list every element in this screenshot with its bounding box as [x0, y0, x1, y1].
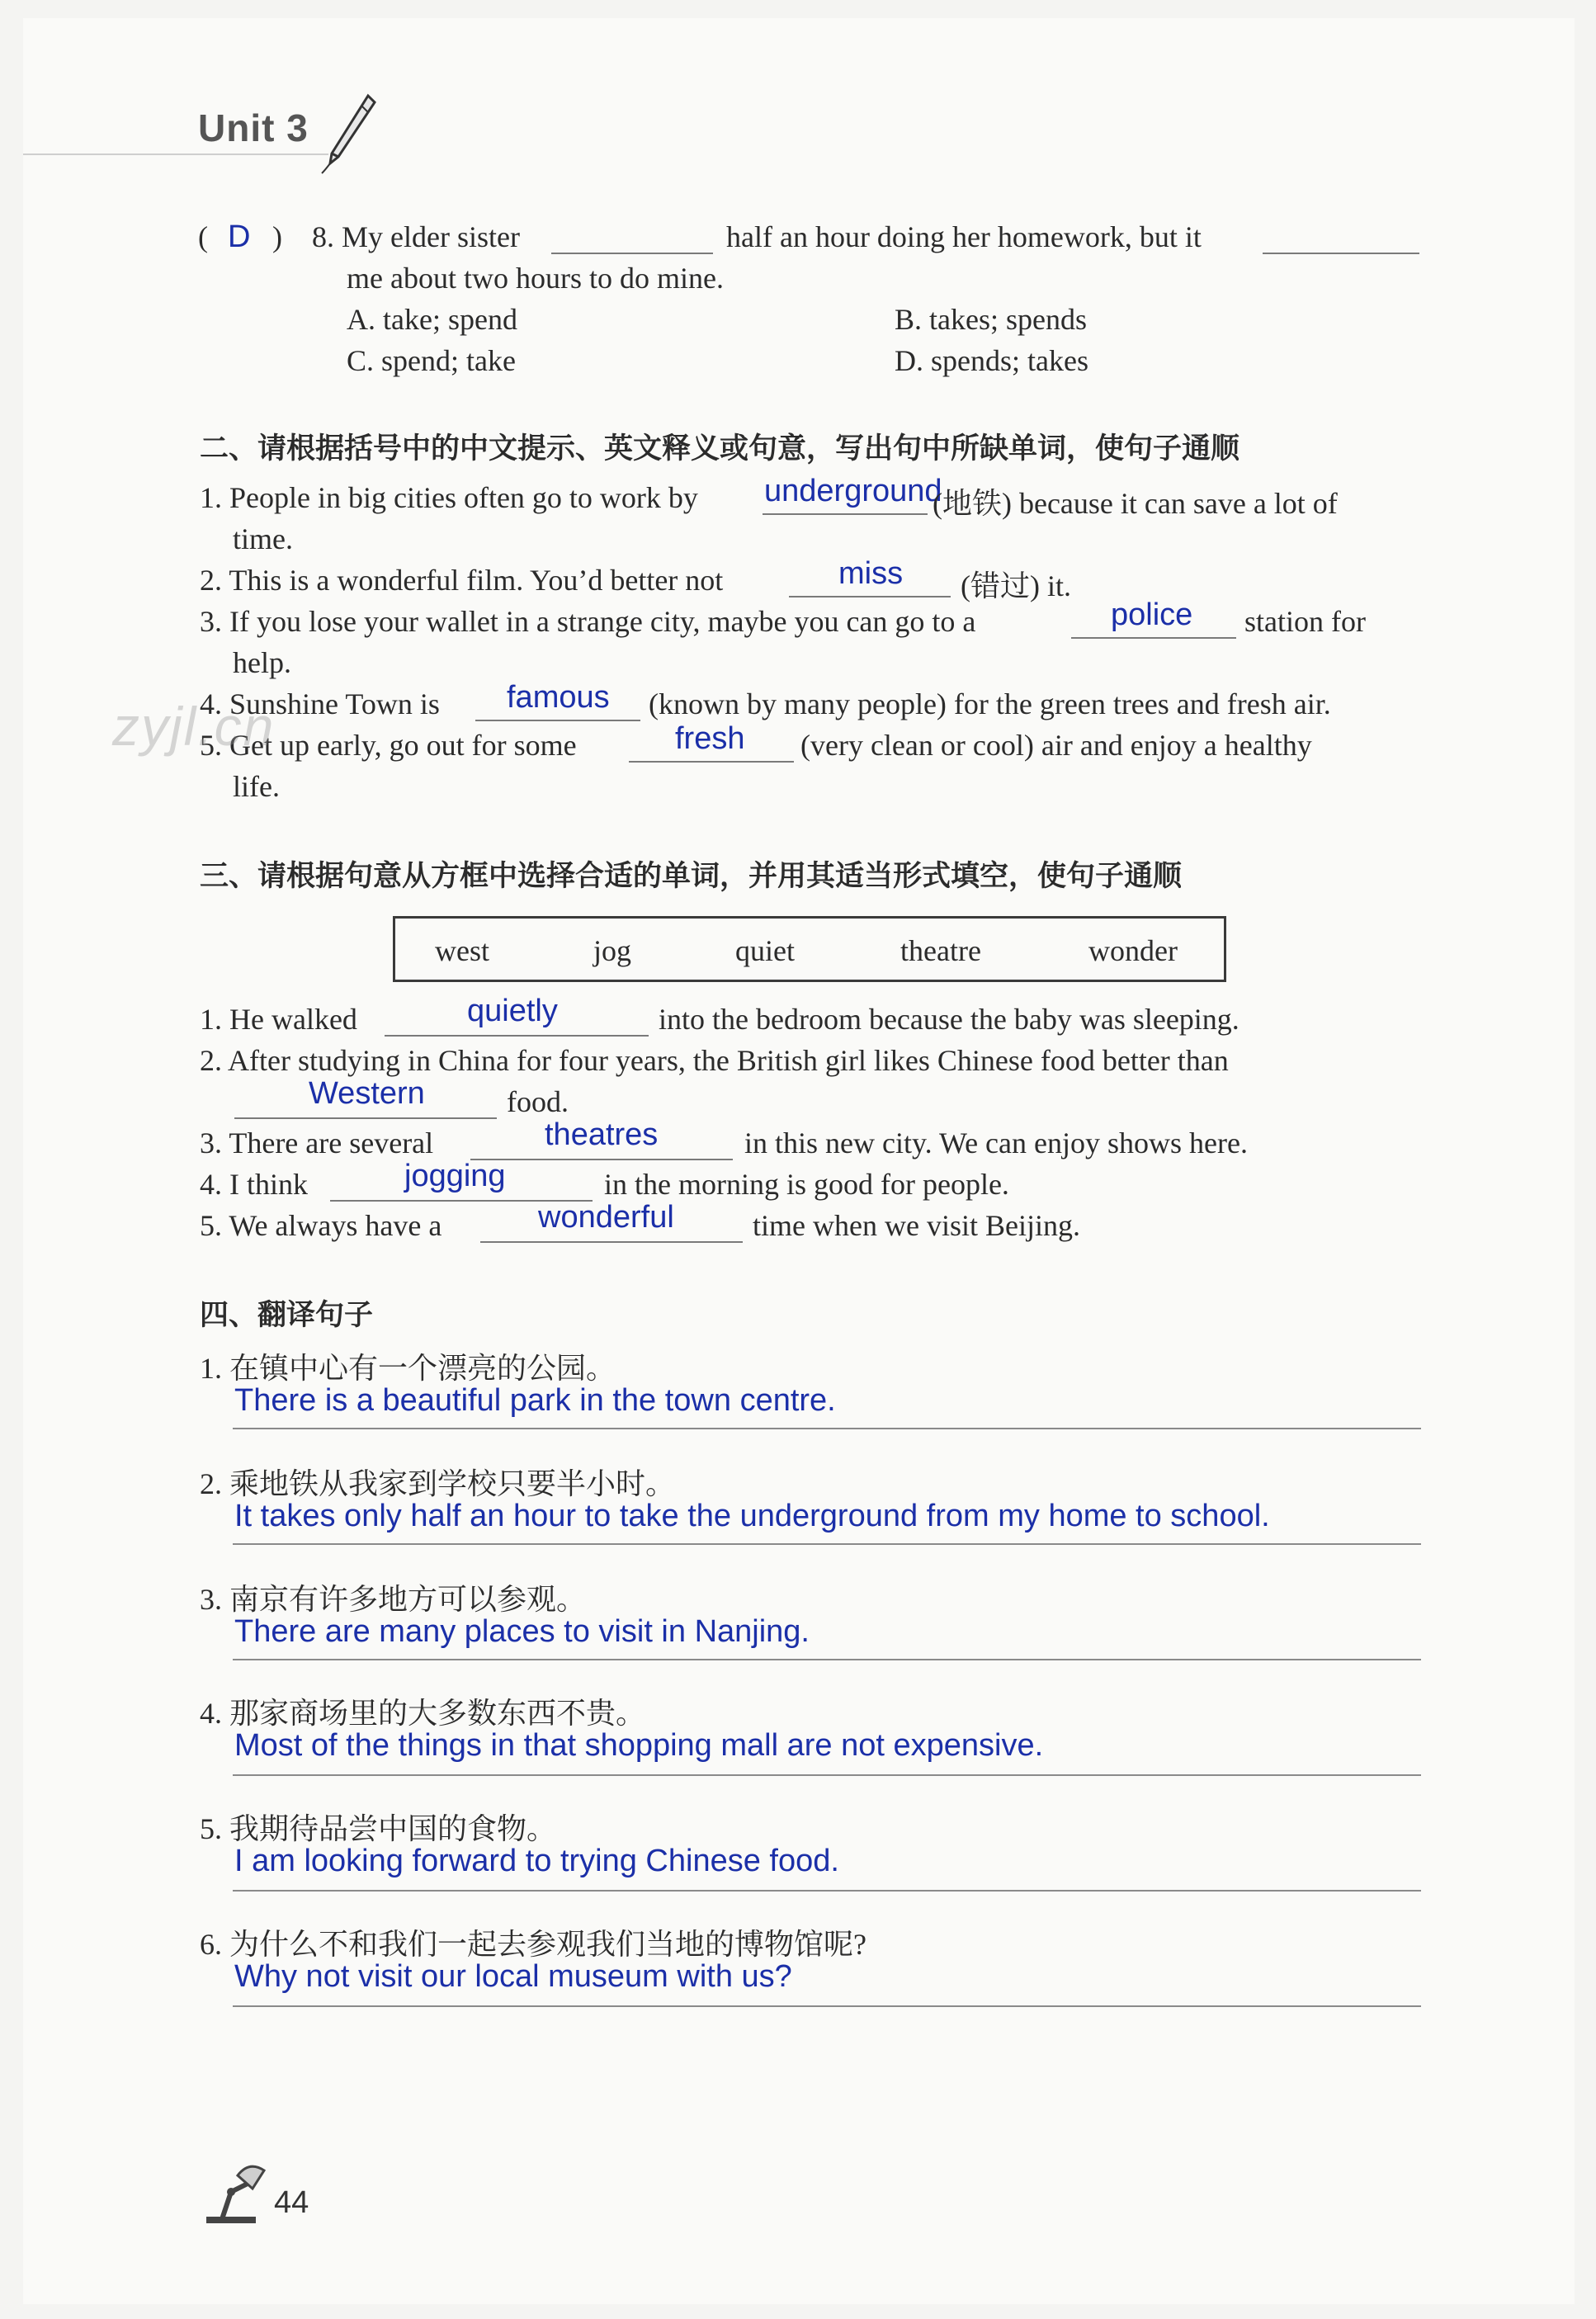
s4-item4-rule: [233, 1774, 1421, 1776]
s2-item1-answer: underground: [764, 474, 942, 508]
s2-item4-answer: famous: [507, 680, 610, 715]
word-box-item: jog: [593, 934, 632, 967]
header-rule: [23, 153, 328, 155]
q8-answer: D: [228, 220, 251, 254]
s2-item5-post: (very clean or cool) air and enjoy a healthy: [800, 729, 1312, 762]
s2-item4-blank: [475, 720, 640, 721]
s3-item1-blank: [385, 1035, 649, 1037]
s3-item5-answer: wonderful: [538, 1200, 674, 1235]
s4-item5-rule: [233, 1890, 1421, 1892]
q8-option-b: B. takes; spends: [895, 303, 1087, 336]
s2-item4-pre: 4. Sunshine Town is: [200, 687, 440, 720]
s3-item2-blank: [234, 1117, 497, 1119]
s2-item1-pre: 1. People in big cities often go to work by: [200, 481, 698, 514]
s2-item2-blank: [789, 596, 951, 597]
q8-open-paren: (: [198, 220, 208, 253]
section3-heading: 三、请根据句意从方框中选择合适的单词，并用其适当形式填空，使句子通顺: [200, 860, 1183, 893]
section4-heading: 四、翻译句子: [200, 1299, 374, 1332]
s2-item2-pre: 2. This is a wonderful film. You’d better not: [200, 564, 724, 597]
s3-item3-blank: [470, 1159, 733, 1160]
s4-item5-prompt: 5. 我期待品尝中国的食物。: [200, 1812, 557, 1845]
s4-item4-answer: Most of the things in that shopping mall are not expensive.: [234, 1728, 1044, 1763]
s3-item2-pre: 2. After studying in China for four years, the British girl likes Chinese food better than: [200, 1044, 1229, 1077]
q8-blank-1: [551, 253, 713, 254]
s2-item5-cont: life.: [233, 770, 280, 803]
word-box: [393, 916, 1226, 982]
s4-item3-answer: There are many places to visit in Nanjing.: [234, 1614, 810, 1649]
s3-item5-pre: 5. We always have a: [200, 1209, 442, 1242]
s2-item1-cont: time.: [233, 522, 293, 555]
s4-item1-rule: [233, 1428, 1421, 1429]
q8-stem-c: me about two hours to do mine.: [347, 262, 724, 295]
q8-stem-a: 8. My elder sister: [312, 220, 520, 253]
word-box-item: theatre: [900, 934, 981, 967]
s3-item3-answer: theatres: [545, 1117, 659, 1152]
s2-item2-post: (错过) it.: [961, 569, 1071, 602]
q8-stem-b: half an hour doing her homework, but it: [726, 220, 1202, 253]
s4-item3-prompt: 3. 南京有许多地方可以参观。: [200, 1583, 587, 1616]
page-number: 44: [274, 2185, 309, 2220]
s4-item2-prompt: 2. 乘地铁从我家到学校只要半小时。: [200, 1467, 676, 1500]
s4-item2-answer: It takes only half an hour to take the underground from my home to school.: [234, 1499, 1270, 1533]
s3-item1-pre: 1. He walked: [200, 1003, 357, 1036]
s2-item1-blank: [763, 513, 928, 515]
s3-item1-answer: quietly: [467, 994, 558, 1028]
q8-option-d: D. spends; takes: [895, 344, 1088, 377]
s4-item2-rule: [233, 1543, 1421, 1545]
s2-item3-post: station for: [1244, 605, 1366, 638]
s2-item3-blank: [1071, 637, 1236, 639]
watermark: zyjl.cn: [112, 696, 276, 757]
s4-item3-rule: [233, 1659, 1421, 1660]
word-box-item: wonder: [1088, 934, 1178, 967]
s2-item3-cont: help.: [233, 646, 291, 679]
s3-item2-answer: Western: [309, 1076, 425, 1111]
s3-item2-post: food.: [507, 1085, 569, 1118]
s2-item3-pre: 3. If you lose your wallet in a strange city, maybe you can go to a: [200, 605, 976, 638]
s3-item5-post: time when we visit Beijing.: [753, 1209, 1080, 1242]
s4-item1-prompt: 1. 在镇中心有一个漂亮的公园。: [200, 1352, 616, 1385]
s3-item5-blank: [480, 1241, 743, 1243]
s3-item3-post: in this new city. We can enjoy shows here.: [744, 1126, 1248, 1160]
q8-option-c: C. spend; take: [347, 344, 516, 377]
s3-item4-pre: 4. I think: [200, 1168, 308, 1201]
word-box-item: west: [435, 934, 489, 967]
desk-lamp-icon: [198, 2156, 269, 2227]
s4-item5-answer: I am looking forward to trying Chinese food.: [234, 1844, 839, 1878]
s3-item1-post: into the bedroom because the baby was sleeping.: [659, 1003, 1239, 1036]
unit-title: Unit 3: [198, 106, 309, 149]
s2-item4-post: (known by many people) for the green trees and fresh air.: [649, 687, 1331, 720]
q8-blank-2: [1263, 253, 1419, 254]
s4-item6-prompt: 6. 为什么不和我们一起去参观我们当地的博物馆呢?: [200, 1928, 866, 1961]
s2-item5-blank: [629, 761, 794, 763]
word-box-item: quiet: [735, 934, 795, 967]
q8-option-a: A. take; spend: [347, 303, 517, 336]
s3-item4-post: in the morning is good for people.: [604, 1168, 1009, 1201]
s4-item1-answer: There is a beautiful park in the town centre.: [234, 1383, 836, 1418]
s3-item4-answer: jogging: [404, 1159, 506, 1193]
s3-item3-pre: 3. There are several: [200, 1126, 434, 1160]
s2-item5-pre: 5. Get up early, go out for some: [200, 729, 577, 762]
s2-item3-answer: police: [1111, 597, 1193, 632]
s4-item6-rule: [233, 2005, 1421, 2007]
s2-item2-answer: miss: [838, 556, 904, 591]
s4-item6-answer: Why not visit our local museum with us?: [234, 1959, 792, 1994]
q8-close-paren: ): [272, 220, 282, 253]
pen-icon: [320, 92, 378, 175]
s2-item5-answer: fresh: [675, 721, 745, 756]
s2-item1-post: (地铁) because it can save a lot of: [933, 487, 1338, 520]
section2-heading: 二、请根据括号中的中文提示、英文释义或句意，写出句中所缺单词，使句子通顺: [200, 432, 1240, 465]
s4-item4-prompt: 4. 那家商场里的大多数东西不贵。: [200, 1697, 646, 1730]
